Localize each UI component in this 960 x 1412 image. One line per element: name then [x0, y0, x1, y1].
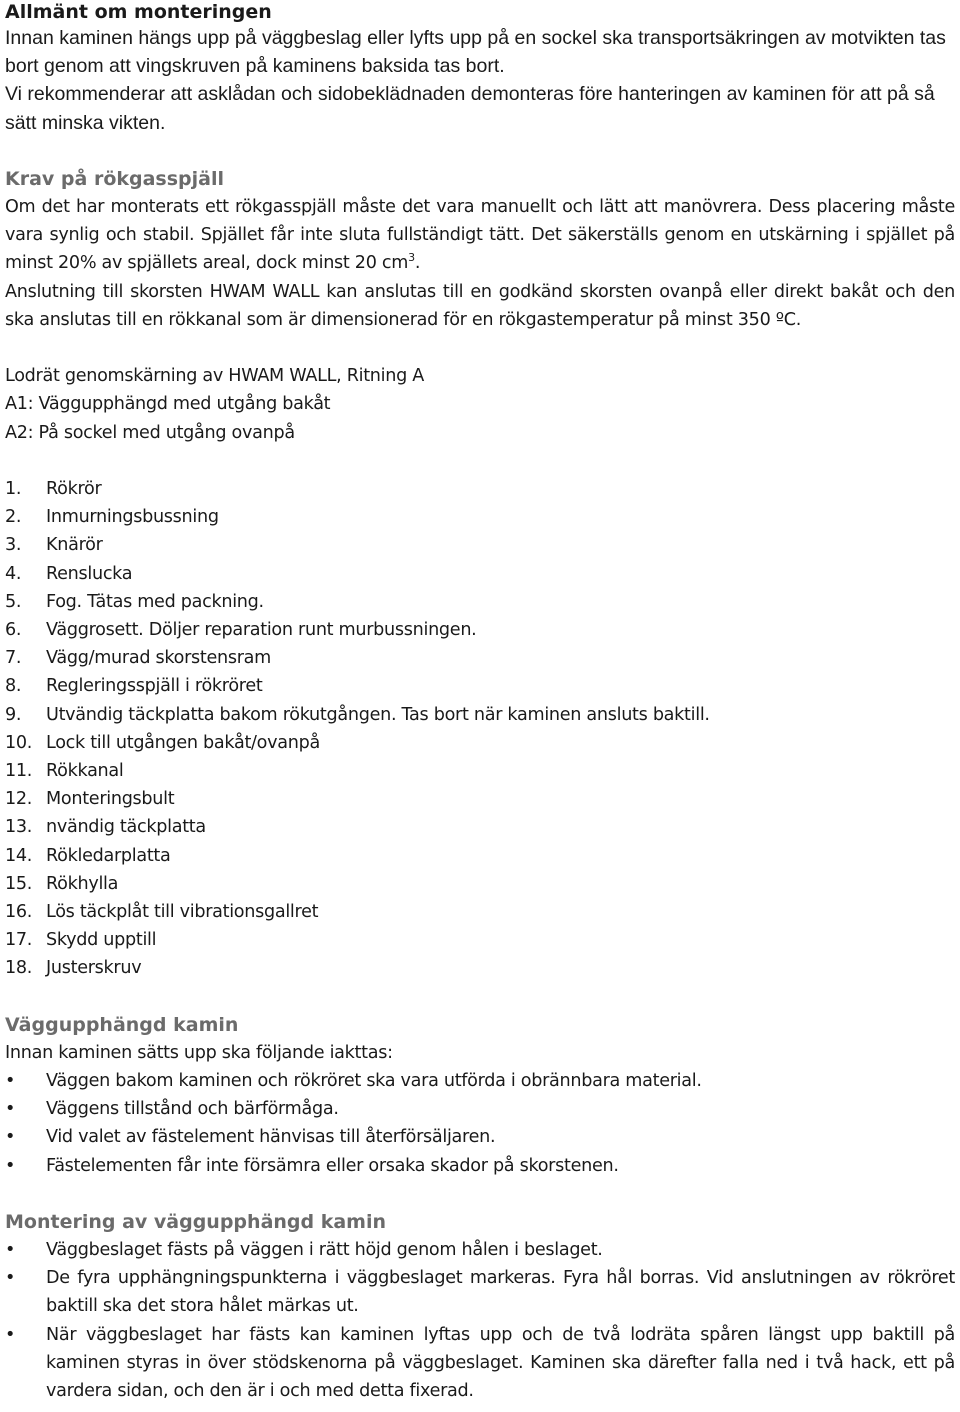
list-item [5, 813, 955, 841]
list-item-number: 11. [5, 761, 33, 782]
list-item-number: 14. [5, 845, 33, 866]
list-item-number: 13. [5, 817, 33, 838]
list-item [5, 588, 955, 616]
bullet-icon: • [5, 1127, 16, 1148]
list-item [5, 701, 955, 729]
list-item-number: 2. [5, 507, 22, 528]
list-item-number: 5. [5, 591, 22, 612]
list-item [5, 1321, 955, 1406]
list-item-number: 9. [5, 704, 22, 725]
section-heading-damper: Krav på rökgasspjäll [5, 168, 225, 190]
list-item-number: 7. [5, 648, 22, 669]
list-item [5, 926, 955, 954]
damper-text-end: . [414, 253, 421, 274]
damper-text: Om det har monterats ett rökgasspjäll måste det vara manuellt och lätt att manövrera. Dess placering måste vara synlig och stabil. Spjället får inte sluta fullständigt tätt. Det säkerställs genom en utskärning i spjället på minst 20% av spjällets areal, dock minst 20 cm [5, 197, 955, 274]
list-item-number: 1. [5, 479, 22, 499]
list-item [5, 475, 955, 503]
list-item [5, 531, 955, 559]
list-item [5, 842, 955, 870]
list-item-text: Renslucka [46, 563, 133, 584]
paragraph-transport-lock: Innan kaminen hängs upp på väggbeslag eller lyfts upp på en sockel ska transportsäkringen av motvikten tas bort genom att vingskruven på kaminens baksida tas bort. [5, 27, 946, 78]
list-item [5, 1095, 955, 1123]
list-item-text: Lock till utgången bakåt/ovanpå [46, 732, 320, 753]
list-item-number: 6. [5, 620, 22, 641]
bullet-icon: • [5, 1324, 16, 1345]
list-item-text: Lös täckplåt till vibrationsgallret [46, 902, 319, 923]
list-item-text: Väggen bakom kaminen och rökröret ska vara utförda i obrännbara material. [46, 1071, 702, 1092]
bullet-icon: • [5, 1071, 16, 1092]
list-item [5, 1264, 955, 1320]
list-item-text: Utvändig täckplatta bakom rökutgången. Tas bort när kaminen ansluts baktill. [46, 704, 710, 725]
list-item-text: Knärör [46, 535, 103, 556]
list-item [5, 1123, 955, 1151]
list-item-text: Skydd upptill [46, 930, 157, 951]
section-heading-general: Allmänt om monteringen [5, 1, 272, 23]
list-item [5, 616, 955, 644]
list-item-text: Rökkanal [46, 761, 124, 782]
mounting-steps-list [5, 1236, 955, 1405]
list-item [5, 757, 955, 785]
paragraph-chimney-connection: Anslutning till skorsten HWAM WALL kan anslutas till en godkänd skorsten ovanpå eller direkt bakåt och den ska anslutas till en rökkanal som är dimensionerad för en rökgastemperatur på minst 350 ºC. [5, 281, 955, 330]
bullet-icon: • [5, 1099, 16, 1120]
paragraph-damper-requirements [5, 193, 955, 278]
list-item-number: 15. [5, 873, 33, 894]
list-item-text: Väggrosett. Döljer reparation runt murbussningen. [46, 620, 477, 641]
drawing-variant-a2: A2: På sockel med utgång ovanpå [5, 422, 295, 443]
list-item-text: Regleringsspjäll i rökröret [46, 676, 263, 697]
list-item [5, 870, 955, 898]
list-item [5, 1067, 955, 1095]
list-item-text: Monteringsbult [46, 789, 175, 810]
list-item-text: När väggbeslaget har fästs kan kaminen lyftas upp och de två lodräta spåren längst upp baktill på kaminen styras in över stödskenorna på väggbeslaget. Kaminen ska därefter falla ned i två hack, ett på vardera sidan, och den är i och med detta fixerad. [46, 1324, 955, 1402]
superscript-unit: 3 [408, 251, 415, 265]
drawing-caption: Lodrät genomskärning av HWAM WALL, Ritning A [5, 366, 424, 387]
list-item-number: 4. [5, 563, 22, 584]
section-heading-mounting: Montering av väggupphängd kamin [5, 1211, 387, 1234]
list-item-text: Väggens tillstånd och bärförmåga. [46, 1099, 339, 1120]
list-item-text: Rökrör [46, 479, 102, 499]
list-item-text: Justerskruv [46, 958, 142, 979]
list-item-number: 12. [5, 789, 33, 810]
list-item-text: Väggbeslaget fästs på väggen i rätt höjd genom hålen i beslaget. [46, 1240, 603, 1261]
list-item [5, 898, 955, 926]
list-item [5, 1152, 955, 1180]
bullet-icon: • [5, 1155, 16, 1176]
list-item [5, 560, 955, 588]
list-item [5, 672, 955, 700]
list-item-text: Rökledarplatta [46, 845, 171, 866]
list-item [5, 954, 955, 982]
section-heading-wall-mounted: Väggupphängd kamin [5, 1013, 239, 1036]
list-item-text: Fog. Tätas med packning. [46, 591, 264, 612]
list-item-number: 16. [5, 902, 33, 923]
wall-mounted-checklist [5, 1067, 955, 1180]
bullet-icon: • [5, 1268, 16, 1289]
list-item-text: Vid valet av fästelement hänvisas till återförsäljaren. [46, 1127, 496, 1148]
list-item [5, 503, 955, 531]
drawing-variant-a1: A1: Väggupphängd med utgång bakåt [5, 394, 331, 415]
paragraph-recommendation: Vi rekommenderar att asklådan och sidobeklädnaden demonteras före hanteringen av kaminen för att på så sätt minska vikten. [5, 83, 935, 134]
list-item-text: De fyra upphängningspunkterna i väggbeslaget markeras. Fyra hål borras. Vid anslutningen av rökröret baktill ska det stora hålet märkas ut. [46, 1268, 955, 1317]
list-item [5, 729, 955, 757]
list-item [5, 1236, 955, 1264]
list-item-text: Vägg/murad skorstensram [46, 648, 271, 669]
parts-list [5, 475, 955, 983]
list-item-number: 10. [5, 732, 33, 753]
wall-mounted-intro: Innan kaminen sätts upp ska följande iakttas: [5, 1042, 393, 1063]
list-item-text: Fästelementen får inte försämra eller orsaka skador på skorstenen. [46, 1155, 619, 1176]
list-item [5, 785, 955, 813]
bullet-icon: • [5, 1240, 16, 1261]
list-item-text: Inmurningsbussning [46, 507, 219, 528]
list-item-text: Rökhylla [46, 873, 119, 894]
list-item-number: 18. [5, 958, 33, 979]
list-item-number: 3. [5, 535, 22, 556]
document-page [5, 0, 955, 1405]
list-item-text: nvändig täckplatta [46, 817, 206, 838]
list-item [5, 644, 955, 672]
list-item-number: 17. [5, 930, 33, 951]
list-item-number: 8. [5, 676, 22, 697]
